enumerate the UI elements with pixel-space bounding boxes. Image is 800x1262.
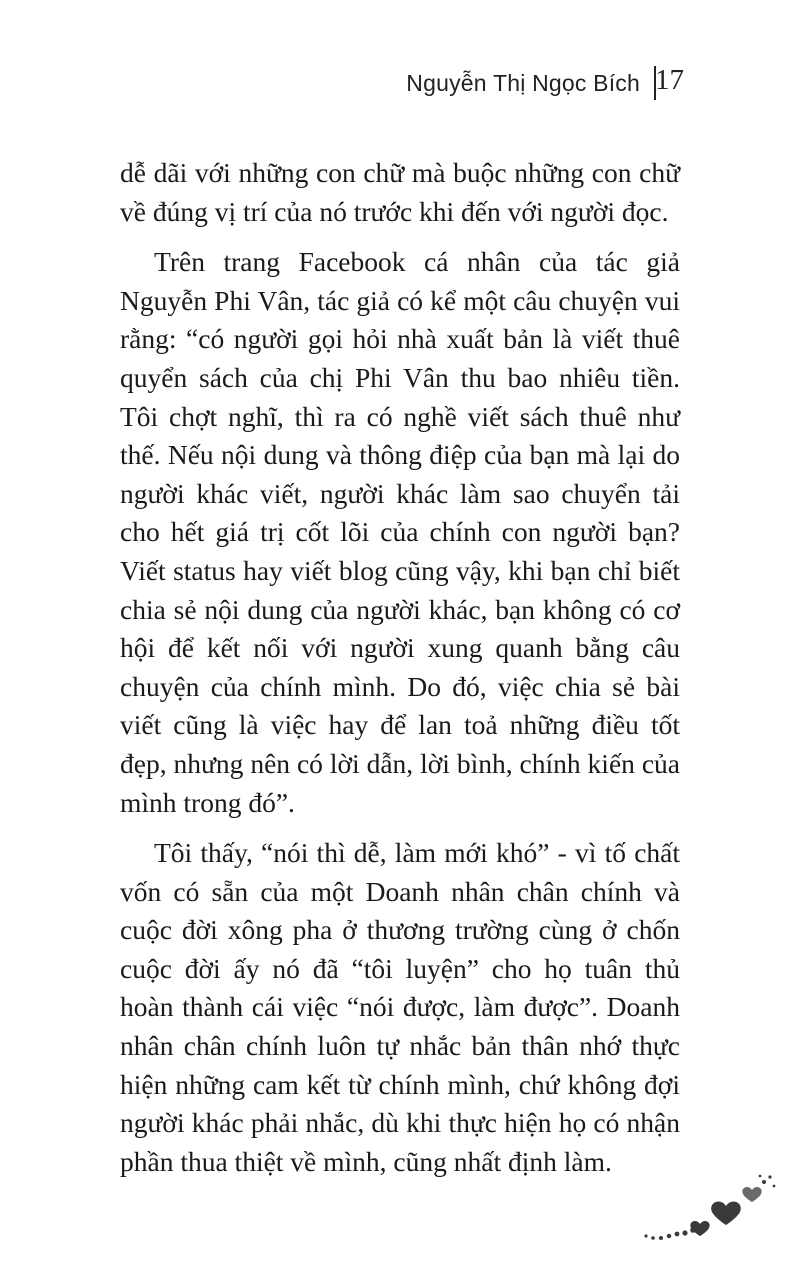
body-text xyxy=(120,154,680,1181)
paragraph-continuation: dễ dãi với những con chữ mà buộc những con chữ về đúng vị trí của nó trước khi đến với người đọc. xyxy=(120,157,680,227)
page-number: 17 xyxy=(655,64,684,96)
hearts-dots-ornament-icon xyxy=(642,1172,782,1252)
paragraph: Trên trang Facebook cá nhân của tác giả Nguyễn Phi Vân, tác giả có kể một câu chuyện vui rằng: “có người gọi hỏi nhà xuất bản là viết thuê quyển sách của chị Phi Vân thu bao nhiêu tiền. Tôi chợt nghĩ, thì ra có nghề viết sách thuê như thế. Nếu nội dung và thông điệp của bạn mà lại do người khác viết, người khác làm sao chuyển tải cho hết giá trị cốt lõi của chính con người bạn? Viết status hay viết blog cũng vậy, khi bạn chỉ biết chia sẻ nội dung của người khác, bạn không có cơ hội để kết nối với người xung quanh bằng câu chuyện của chính mình. Do đó, việc chia sẻ bài viết cũng là việc hay để lan toả những điều tốt đẹp, nhưng nên có lời dẫn, lời bình, chính kiến của mình trong đó”. xyxy=(120,246,680,818)
running-header-author: Nguyễn Thị Ngọc Bích xyxy=(406,69,640,96)
paragraph: Tôi thấy, “nói thì dễ, làm mới khó” - vì tố chất vốn có sẵn của một Doanh nhân chân chính và cuộc đời xông pha ở thương trường cùng ở chốn cuộc đời ấy nó đã “tôi luyện” cho họ tuân thủ hoàn thành cái việc “nói được, làm được”. Doanh nhân chân chính luôn tự nhắc bản thân nhớ thực hiện những cam kết từ chính mình, chứ không đợi người khác phải nhắc, dù khi thực hiện họ có nhận phần thua thiệt về mình, cũng nhất định làm. xyxy=(120,837,680,1177)
running-header xyxy=(406,66,678,100)
